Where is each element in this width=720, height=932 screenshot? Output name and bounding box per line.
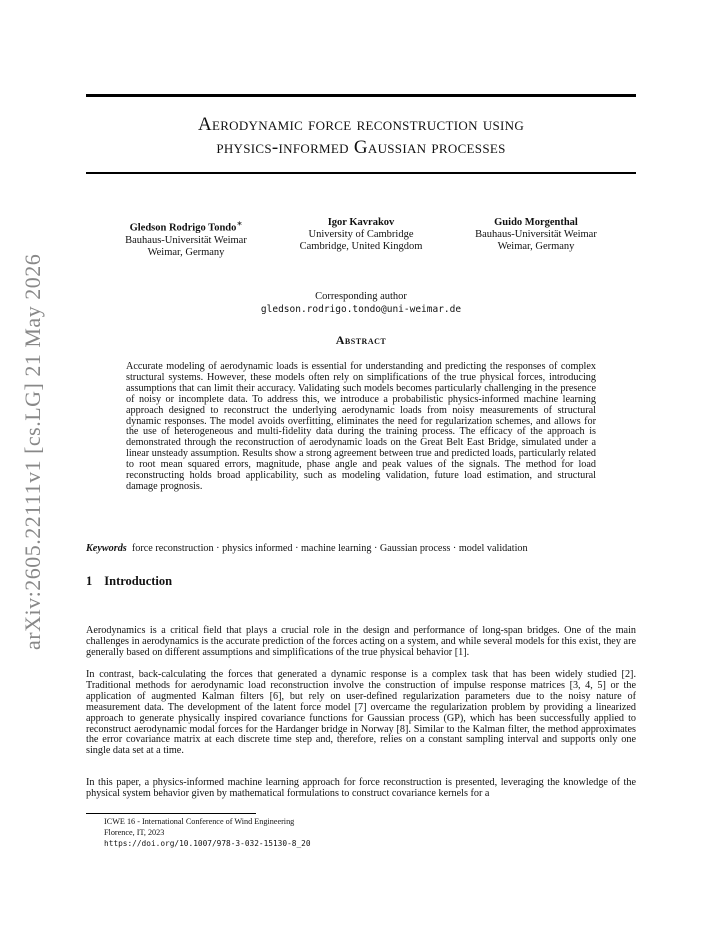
paragraph: In this paper, a physics-informed machine learning approach for force reconstruction is presented, leveraging the knowledge of the physical system behavior given by mathematical formulations to construct covariance kernels for a [86,777,636,799]
author-affiliation: Bauhaus-Universität Weimar [475,229,597,240]
title-top-rule [86,94,636,97]
author-location: Cambridge, United Kingdom [299,241,423,252]
title-line-1: Aerodynamic force reconstruction using [197,114,525,135]
footnote [104,817,311,849]
author-list [86,217,636,257]
author-name: Guido Morgenthal [494,217,578,228]
author-affiliation: Bauhaus-Universität Weimar [125,234,247,246]
paragraph: In contrast, back-calculating the forces that generated a dynamic response is a complex task that has been widely studied [2]. Traditional methods for aerodynamic load reconstruction involve the construction of impulse response matrices [3, 4, 5] or the application of augmented Kalman filters [6], but rely on user-defined regularization parameters due to the noisy nature of measurement data. The development of the latent force model [7] overcame the regularization problem by providing a linearized approach to generate physically inspired covariance functions for Gaussian process (GP), which has been successfully applied to reconstruct aerodynamic modal forces for the Hardanger bridge in Norway [8]. Similar to the Kalman filter, the method approximates the error covariance matrix at each discrete time step and, therefore, relies on a constant sampling interval and supports only one single data set at a time. [86,669,636,757]
abstract-text: Accurate modeling of aerodynamic loads is essential for understanding and predicting the responses of complex structural systems. However, these models often rely on simplifications of the true physical forces, introducing assumptions that can limit their accuracy. Validating such models becomes particularly challenging in the presence of noisy or incomplete data. To address this, we introduce a probabilistic physics-informed machine learning approach designed to reconstruct the underlying aerodynamic loads from noisy measurements of structural dynamic responses. The model avoids overfitting, eliminates the need for regularization schemes, and allows for the use of heterogeneous and multi-fidelity data during the training process. The efficacy of the approach is demonstrated through the reconstruction of aerodynamic loads on the Great Belt East Bridge, simulated under a linear unsteady assumption. Results show a strong agreement between true and predicted loads, particularly related to root mean squared errors, magnitude, phase angle and peak values of the signals. The method for load reconstructing holds broad applicability, such as modeling validation, future load estimation, and structural damage prognosis. [126,361,596,492]
author-block [456,217,616,253]
corresponding-author [86,290,636,316]
title-bottom-rule [86,172,636,174]
section-number: 1 [86,574,93,588]
author-name: Gledson Rodrigo Tondo [129,222,237,234]
corresponding-mark: ∗ [236,218,243,228]
author-block [106,217,266,259]
arxiv-identifier: arXiv:2605.22111v1 [cs.LG] 21 May 2026 [20,253,45,650]
paragraph: Aerodynamics is a critical field that plays a crucial role in the design and performance of long-span bridges. One of the main challenges in aerodynamics is the accurate prediction of the forces acting on a system, and while several models for this exist, they are generally based on different assumptions and simplifications of the true physical behavior [1]. [86,625,636,658]
footnote-venue: Florence, IT, 2023 [104,827,165,837]
footnote-doi-link[interactable]: https://doi.org/10.1007/978-3-032-15130-8_20 [104,838,311,848]
title-line-2: physics-informed Gaussian processes [216,137,506,158]
corresponding-label: Corresponding author [315,291,407,302]
keywords [86,543,646,554]
keywords-list: force reconstruction · physics informed · machine learning · Gaussian process · model validation [131,543,528,554]
author-location: Weimar, Germany [147,246,225,258]
footnote-conference: ICWE 16 - International Conference of Wind Engineering [104,817,295,826]
keywords-label: Keywords [86,543,127,554]
author-block [281,217,441,253]
author-location: Weimar, Germany [497,241,575,252]
paper-title [86,113,636,159]
abstract-heading: Abstract [335,333,387,347]
footnote-rule [86,813,256,814]
section-heading [86,574,172,589]
author-name: Igor Kavrakov [327,217,395,228]
corresponding-email[interactable]: gledson.rodrigo.tondo@uni-weimar.de [260,304,462,315]
author-affiliation: University of Cambridge [308,229,414,240]
section-title: Introduction [104,574,173,588]
